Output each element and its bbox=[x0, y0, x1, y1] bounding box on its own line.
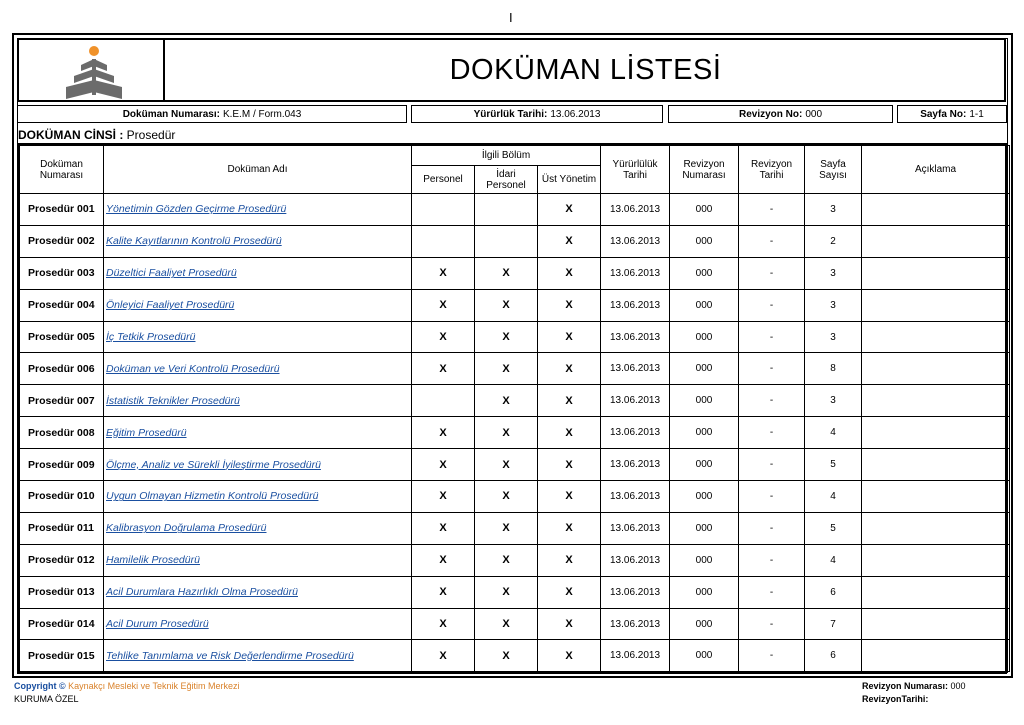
row-personnel: X bbox=[412, 449, 475, 481]
row-code: Prosedür 008 bbox=[20, 417, 104, 449]
row-doc-name bbox=[104, 257, 412, 289]
header-revision-date: Revizyon Tarihi bbox=[739, 146, 805, 194]
table-row bbox=[20, 257, 1010, 289]
row-revision-number: 000 bbox=[670, 449, 739, 481]
row-admin-personnel bbox=[475, 225, 538, 257]
row-page-count: 4 bbox=[805, 417, 862, 449]
row-revision-date: - bbox=[739, 481, 805, 513]
row-revision-number: 000 bbox=[670, 289, 739, 321]
row-effective-date: 13.06.2013 bbox=[601, 640, 670, 672]
row-page-count: 7 bbox=[805, 608, 862, 640]
header-personnel: Personel bbox=[412, 166, 475, 194]
row-revision-date: - bbox=[739, 576, 805, 608]
row-code: Prosedür 011 bbox=[20, 512, 104, 544]
table-row bbox=[20, 481, 1010, 513]
row-page-count: 6 bbox=[805, 576, 862, 608]
row-doc-name bbox=[104, 353, 412, 385]
header-related-dept: İlgili Bölüm bbox=[412, 146, 601, 166]
row-revision-date: - bbox=[739, 225, 805, 257]
row-doc-name bbox=[104, 385, 412, 417]
row-revision-date: - bbox=[739, 257, 805, 289]
row-doc-link[interactable]: İç Tetkik Prosedürü bbox=[106, 331, 196, 343]
row-admin-personnel: X bbox=[475, 353, 538, 385]
row-doc-link[interactable]: Düzeltici Faaliyet Prosedürü bbox=[106, 267, 237, 280]
row-notes bbox=[862, 608, 1010, 640]
row-revision-number: 000 bbox=[670, 640, 739, 672]
row-top-management: X bbox=[538, 417, 601, 449]
doc-number-box bbox=[17, 105, 407, 123]
row-notes bbox=[862, 576, 1010, 608]
row-code: Prosedür 010 bbox=[20, 481, 104, 513]
row-effective-date: 13.06.2013 bbox=[601, 289, 670, 321]
row-code: Prosedür 013 bbox=[20, 576, 104, 608]
row-revision-number: 000 bbox=[670, 544, 739, 576]
row-revision-date: - bbox=[739, 640, 805, 672]
row-personnel bbox=[412, 225, 475, 257]
row-notes bbox=[862, 257, 1010, 289]
row-top-management: X bbox=[538, 257, 601, 289]
row-personnel: X bbox=[412, 608, 475, 640]
row-top-management: X bbox=[538, 544, 601, 576]
row-top-management: X bbox=[538, 225, 601, 257]
form-header bbox=[17, 38, 1006, 102]
row-top-management: X bbox=[538, 321, 601, 353]
table-row bbox=[20, 353, 1010, 385]
footer-revision-number-value: 000 bbox=[950, 681, 966, 691]
row-doc-link[interactable]: Uygun Olmayan Hizmetin Kontrolü Prosedürü bbox=[106, 490, 319, 503]
table-row bbox=[20, 225, 1010, 257]
row-admin-personnel: X bbox=[475, 449, 538, 481]
row-notes bbox=[862, 353, 1010, 385]
row-effective-date: 13.06.2013 bbox=[601, 385, 670, 417]
row-admin-personnel: X bbox=[475, 576, 538, 608]
table-row bbox=[20, 544, 1010, 576]
row-doc-link[interactable]: Eğitim Prosedürü bbox=[106, 426, 187, 439]
form-frame bbox=[12, 33, 1013, 678]
row-personnel: X bbox=[412, 321, 475, 353]
row-notes bbox=[862, 289, 1010, 321]
row-revision-date: - bbox=[739, 417, 805, 449]
row-notes bbox=[862, 481, 1010, 513]
row-page-count: 4 bbox=[805, 544, 862, 576]
row-top-management: X bbox=[538, 449, 601, 481]
row-doc-name bbox=[104, 194, 412, 226]
page-mark: I bbox=[509, 10, 513, 25]
row-code: Prosedür 001 bbox=[20, 194, 104, 226]
row-revision-number: 000 bbox=[670, 385, 739, 417]
document-title: DOKÜMAN LİSTESİ bbox=[449, 53, 722, 86]
footer-revision-date-label: RevizyonTarihi: bbox=[862, 694, 929, 704]
revision-box bbox=[668, 105, 893, 123]
row-doc-name bbox=[104, 289, 412, 321]
row-doc-link[interactable]: Ölçme, Analiz ve Sürekli İyileştirme Prosedürü bbox=[106, 458, 321, 471]
row-code: Prosedür 015 bbox=[20, 640, 104, 672]
row-doc-link[interactable]: Kalibrasyon Doğrulama Prosedürü bbox=[106, 522, 267, 535]
row-personnel: X bbox=[412, 512, 475, 544]
table-row bbox=[20, 321, 1010, 353]
row-revision-number: 000 bbox=[670, 608, 739, 640]
row-effective-date: 13.06.2013 bbox=[601, 544, 670, 576]
header-top-management: Üst Yönetim bbox=[538, 166, 601, 194]
row-doc-name bbox=[104, 544, 412, 576]
row-top-management: X bbox=[538, 576, 601, 608]
row-admin-personnel: X bbox=[475, 640, 538, 672]
row-revision-date: - bbox=[739, 194, 805, 226]
header-doc-name: Doküman Adı bbox=[104, 146, 412, 194]
row-notes bbox=[862, 640, 1010, 672]
footer-revision-number bbox=[862, 681, 966, 691]
row-top-management: X bbox=[538, 385, 601, 417]
row-effective-date: 13.06.2013 bbox=[601, 512, 670, 544]
revision-value: 000 bbox=[805, 108, 823, 120]
table-row bbox=[20, 289, 1010, 321]
row-notes bbox=[862, 417, 1010, 449]
row-personnel bbox=[412, 194, 475, 226]
row-doc-name bbox=[104, 449, 412, 481]
doc-type-value: Prosedür bbox=[126, 128, 176, 142]
row-doc-link[interactable]: İstatistik Teknikler Prosedürü bbox=[106, 394, 240, 407]
row-admin-personnel: X bbox=[475, 481, 538, 513]
row-effective-date: 13.06.2013 bbox=[601, 321, 670, 353]
row-revision-date: - bbox=[739, 385, 805, 417]
row-personnel: X bbox=[412, 353, 475, 385]
row-personnel: X bbox=[412, 257, 475, 289]
row-personnel: X bbox=[412, 417, 475, 449]
row-code: Prosedür 004 bbox=[20, 289, 104, 321]
row-page-count: 3 bbox=[805, 257, 862, 289]
row-revision-number: 000 bbox=[670, 481, 739, 513]
row-page-count: 5 bbox=[805, 512, 862, 544]
row-admin-personnel: X bbox=[475, 289, 538, 321]
row-doc-name bbox=[104, 417, 412, 449]
row-effective-date: 13.06.2013 bbox=[601, 257, 670, 289]
row-revision-number: 000 bbox=[670, 576, 739, 608]
row-effective-date: 13.06.2013 bbox=[601, 194, 670, 226]
row-admin-personnel bbox=[475, 194, 538, 226]
row-page-count: 3 bbox=[805, 385, 862, 417]
row-top-management: X bbox=[538, 194, 601, 226]
row-revision-date: - bbox=[739, 353, 805, 385]
row-notes bbox=[862, 225, 1010, 257]
header-effective-date: Yürürlülük Tarihi bbox=[601, 146, 670, 194]
row-notes bbox=[862, 385, 1010, 417]
row-page-count: 2 bbox=[805, 225, 862, 257]
header-notes: Açıklama bbox=[862, 146, 1010, 194]
row-effective-date: 13.06.2013 bbox=[601, 481, 670, 513]
row-page-count: 3 bbox=[805, 289, 862, 321]
row-revision-number: 000 bbox=[670, 353, 739, 385]
table-row bbox=[20, 194, 1010, 226]
row-page-count: 4 bbox=[805, 481, 862, 513]
header-page-count: Sayfa Sayısı bbox=[805, 146, 862, 194]
row-revision-date: - bbox=[739, 289, 805, 321]
row-page-count: 3 bbox=[805, 321, 862, 353]
row-page-count: 8 bbox=[805, 353, 862, 385]
page-value: 1-1 bbox=[969, 108, 984, 120]
confidential-label: KURUMA ÖZEL bbox=[14, 694, 79, 704]
row-revision-number: 000 bbox=[670, 225, 739, 257]
row-top-management: X bbox=[538, 512, 601, 544]
row-code: Prosedür 014 bbox=[20, 608, 104, 640]
row-page-count: 5 bbox=[805, 449, 862, 481]
page-label: Sayfa No: bbox=[920, 108, 967, 120]
row-admin-personnel: X bbox=[475, 321, 538, 353]
row-revision-number: 000 bbox=[670, 512, 739, 544]
copyright-label: Copyright © bbox=[14, 681, 66, 691]
revision-label: Revizyon No: bbox=[738, 108, 803, 120]
row-doc-name bbox=[104, 640, 412, 672]
table-row bbox=[20, 512, 1010, 544]
row-revision-date: - bbox=[739, 544, 805, 576]
row-doc-name bbox=[104, 321, 412, 353]
row-effective-date: 13.06.2013 bbox=[601, 225, 670, 257]
footer-revision-number-label: Revizyon Numarası: bbox=[862, 681, 949, 691]
row-doc-link[interactable]: Önleyici Faaliyet Prosedürü bbox=[106, 299, 235, 312]
row-doc-name bbox=[104, 225, 412, 257]
row-personnel: X bbox=[412, 544, 475, 576]
row-top-management: X bbox=[538, 289, 601, 321]
row-notes bbox=[862, 512, 1010, 544]
table-row bbox=[20, 576, 1010, 608]
row-personnel bbox=[412, 385, 475, 417]
header-admin-personnel: İdari Personel bbox=[475, 166, 538, 194]
row-doc-name bbox=[104, 512, 412, 544]
doc-type-label: DOKÜMAN CİNSİ : bbox=[18, 128, 124, 142]
row-doc-name bbox=[104, 608, 412, 640]
table-row bbox=[20, 449, 1010, 481]
row-personnel: X bbox=[412, 640, 475, 672]
row-revision-number: 000 bbox=[670, 194, 739, 226]
row-page-count: 3 bbox=[805, 194, 862, 226]
row-doc-link[interactable]: Tehlike Tanımlama ve Risk Değerlendirme Prosedürü bbox=[106, 649, 354, 662]
row-admin-personnel: X bbox=[475, 257, 538, 289]
row-doc-link[interactable]: Acil Durum Prosedürü bbox=[106, 618, 209, 631]
row-top-management: X bbox=[538, 640, 601, 672]
row-effective-date: 13.06.2013 bbox=[601, 417, 670, 449]
row-revision-date: - bbox=[739, 321, 805, 353]
header-revision-number: Revizyon Numarası bbox=[670, 146, 739, 194]
row-doc-link[interactable]: Kalite Kayıtlarının Kontrolü Prosedürü bbox=[106, 235, 282, 248]
logo-cell bbox=[19, 40, 165, 100]
table-row bbox=[20, 640, 1010, 672]
row-code: Prosedür 006 bbox=[20, 353, 104, 385]
row-effective-date: 13.06.2013 bbox=[601, 353, 670, 385]
row-notes bbox=[862, 321, 1010, 353]
row-code: Prosedür 005 bbox=[20, 321, 104, 353]
row-admin-personnel: X bbox=[475, 544, 538, 576]
page-box bbox=[897, 105, 1007, 123]
effective-date-box bbox=[411, 105, 663, 123]
row-code: Prosedür 003 bbox=[20, 257, 104, 289]
table-row bbox=[20, 385, 1010, 417]
row-code: Prosedür 002 bbox=[20, 225, 104, 257]
doc-number-value: K.E.M / Form.043 bbox=[222, 108, 302, 120]
row-doc-link[interactable]: Hamilelik Prosedürü bbox=[106, 554, 200, 567]
effective-date-label: Yürürlük Tarihi: bbox=[473, 108, 548, 120]
row-effective-date: 13.06.2013 bbox=[601, 608, 670, 640]
row-top-management: X bbox=[538, 353, 601, 385]
row-revision-date: - bbox=[739, 608, 805, 640]
row-top-management: X bbox=[538, 481, 601, 513]
row-admin-personnel: X bbox=[475, 512, 538, 544]
row-revision-date: - bbox=[739, 512, 805, 544]
row-code: Prosedür 007 bbox=[20, 385, 104, 417]
row-doc-link[interactable]: Doküman ve Veri Kontrolü Prosedürü bbox=[106, 362, 280, 375]
row-revision-number: 000 bbox=[670, 257, 739, 289]
doc-type bbox=[18, 128, 175, 142]
row-admin-personnel: X bbox=[475, 417, 538, 449]
header-doc-number: Doküman Numarası bbox=[20, 146, 104, 194]
row-effective-date: 13.06.2013 bbox=[601, 576, 670, 608]
row-code: Prosedür 009 bbox=[20, 449, 104, 481]
row-page-count: 6 bbox=[805, 640, 862, 672]
doc-number-label: Doküman Numarası: bbox=[122, 108, 220, 120]
effective-date-value: 13.06.2013 bbox=[550, 108, 601, 120]
copyright-organization: Kaynakçı Mesleki ve Teknik Eğitim Merkezi bbox=[68, 681, 240, 691]
row-doc-name bbox=[104, 576, 412, 608]
row-admin-personnel: X bbox=[475, 608, 538, 640]
row-revision-number: 000 bbox=[670, 417, 739, 449]
footer-revision-date bbox=[862, 694, 928, 704]
row-top-management: X bbox=[538, 608, 601, 640]
row-personnel: X bbox=[412, 289, 475, 321]
row-admin-personnel: X bbox=[475, 385, 538, 417]
row-personnel: X bbox=[412, 576, 475, 608]
row-doc-link[interactable]: Acil Durumlara Hazırlıklı Olma Prosedürü bbox=[106, 586, 298, 599]
row-revision-date: - bbox=[739, 449, 805, 481]
row-notes bbox=[862, 449, 1010, 481]
row-revision-number: 000 bbox=[670, 321, 739, 353]
row-doc-link[interactable]: Yönetimin Gözden Geçirme Prosedürü bbox=[106, 203, 287, 216]
document-table bbox=[17, 143, 1007, 674]
book-tree-logo-icon bbox=[61, 45, 125, 103]
row-effective-date: 13.06.2013 bbox=[601, 449, 670, 481]
copyright bbox=[14, 681, 240, 691]
row-notes bbox=[862, 194, 1010, 226]
row-code: Prosedür 012 bbox=[20, 544, 104, 576]
row-personnel: X bbox=[412, 481, 475, 513]
table-row bbox=[20, 608, 1010, 640]
row-doc-name bbox=[104, 481, 412, 513]
table-row bbox=[20, 417, 1010, 449]
row-notes bbox=[862, 544, 1010, 576]
